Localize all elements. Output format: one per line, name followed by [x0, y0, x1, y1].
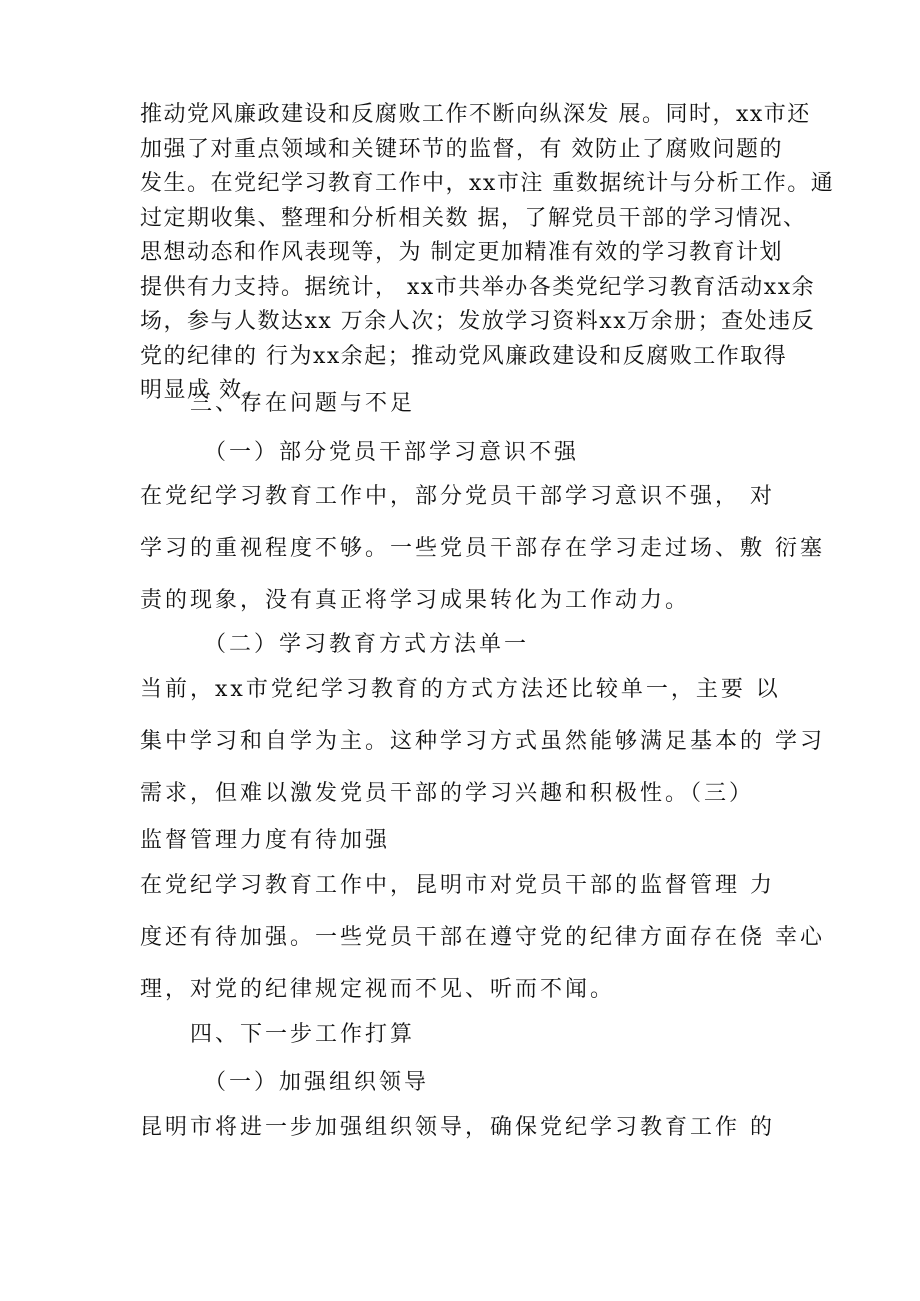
paragraph-3-1 [140, 471, 825, 627]
text-line: 责的现象，没有真正将学习成果转化为工作动力。 [140, 588, 691, 613]
section-heading-3: 三、存在问题与不足 [190, 391, 416, 416]
text-line: 昆明市将进一步加强组织领导，确保党纪学习教育工作 的 [140, 1115, 775, 1140]
subsection-heading-3-3: 监督管理力度有待加强 [140, 828, 391, 853]
paragraph-4-1 [140, 1102, 820, 1154]
text-line: 集中学习和自学为主。这种学习方式虽然能够满足基本的 学习 [140, 729, 825, 754]
text-line: 需求，但难以激发党员干部的学习兴趣和积极性。（三） [140, 781, 755, 806]
subsection-heading-3-2: （二）学习教育方式方法单一 [204, 632, 530, 657]
subsection-heading-4-1: （一）加强组织领导 [204, 1070, 430, 1095]
subsection-heading-3-1: （一）部分党员干部学习意识不强 [204, 440, 580, 465]
paragraph-3-3 [140, 860, 825, 1016]
text-line: 党的纪律的 行为xx余起；推动党风廉政建设和反腐败工作取得 [140, 343, 788, 369]
text-line: 明显成 效。 [140, 378, 266, 403]
text-line: 在党纪学习教育工作中，部分党员干部学习意识不强， 对 [140, 484, 775, 509]
paragraph-3-2 [140, 664, 825, 820]
text-line: 场，参与人数达xx 万余人次；发放学习资料xx万余册；查处违反 [140, 309, 816, 334]
text-line: 在党纪学习教育工作中，昆明市对党员干部的监督管理 力 [140, 873, 775, 898]
text-line: 推动党风廉政建设和反腐败工作不断向纵深发 展。同时，xx市还 [140, 102, 811, 127]
text-line: 学习的重视程度不够。一些党员干部存在学习走过场、敷 衍塞 [140, 536, 825, 561]
text-line: 过定期收集、整理和分析相关数 据，了解党员干部的学习情况、 [140, 205, 807, 231]
section-heading-4: 四、下一步工作打算 [190, 1022, 416, 1047]
text-line: 提供有力支持。据统计， xx市共举办各类党纪学习教育活动xx余 [140, 274, 816, 300]
text-line: 思想动态和作风表现等，为 制定更加精准有效的学习教育计划 [140, 240, 783, 265]
text-line: 加强了对重点领域和关键环节的监督，有 效防止了腐败问题的 [140, 136, 783, 162]
text-line: 理，对党的纪律规定视而不见、听而不闻。 [140, 977, 616, 1002]
paragraph-dense-block [140, 98, 835, 409]
text-line: 发生。在党纪学习教育工作中，xx市注 重数据统计与分析工作。通 [140, 171, 835, 196]
text-line: 当前，xx市党纪学习教育的方式方法还比较单一，主要 以 [140, 677, 781, 702]
text-line: 度还有待加强。一些党员干部在遵守党的纪律方面存在侥 幸心 [140, 925, 825, 950]
